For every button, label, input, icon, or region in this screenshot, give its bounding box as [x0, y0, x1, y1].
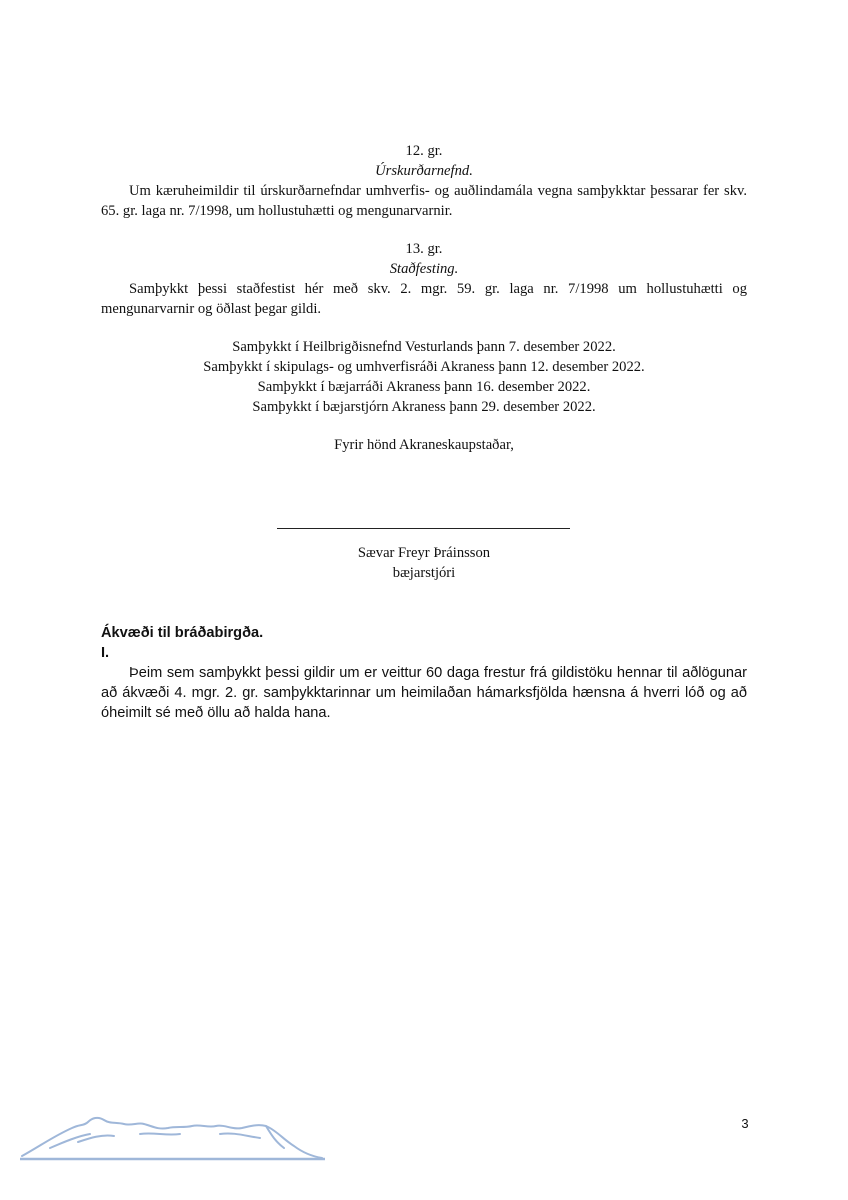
article-12: [101, 141, 747, 221]
article-13-number: 13. gr.: [405, 241, 443, 257]
article-12-number: 12. gr.: [405, 143, 443, 159]
signatory-name: Sævar Freyr Þráinsson: [357, 545, 491, 561]
on-behalf-line: Fyrir hönd Akraneskaupstaðar,: [334, 437, 514, 453]
approvals-list: [101, 337, 747, 417]
transitional-heading: Ákvæði til bráðabirgða.: [101, 625, 264, 641]
article-12-title: Úrskurðarnefnd.: [375, 163, 473, 179]
article-12-text: Um kæruheimildir til úrskurðarnefndar umhverfis- og auðlindamála vegna samþykktar þessarar fer skv. 65. gr. laga nr. 7/1998, um hollustuhætti og mengunarvarnir.: [101, 183, 747, 219]
page-number: 3: [741, 1116, 749, 1131]
signature-line: [277, 528, 570, 529]
transitional-roman: I.: [101, 645, 110, 661]
transitional-text: Þeim sem samþykkt þessi gildir um er veittur 60 daga frestur frá gildistöku hennar til aðlögunar að ákvæði 4. mgr. 2. gr. samþykktarinnar um heimilaðan hámarksfjölda hænsna á hverri lóð og að óheimilt sé með öllu að halda hana.: [101, 665, 747, 721]
article-13-title: Staðfesting.: [389, 261, 459, 277]
article-13: [101, 239, 747, 319]
approval-line: Samþykkt í bæjarráði Akraness þann 16. desember 2022.: [257, 379, 591, 395]
approval-line: Samþykkt í skipulags- og umhverfisráði Akraness þann 12. desember 2022.: [203, 359, 645, 375]
approval-line: Samþykkt í bæjarstjórn Akraness þann 29. desember 2022.: [252, 399, 596, 415]
signatory-role: bæjarstjóri: [392, 565, 456, 581]
article-13-text: Samþykkt þessi staðfestist hér með skv. 2. mgr. 59. gr. laga nr. 7/1998 um hollustuhætti og mengunarvarnir og öðlast þegar gildi.: [101, 281, 747, 317]
akranes-mountain-logo: [20, 1112, 325, 1164]
approval-line: Samþykkt í Heilbrigðisnefnd Vesturlands þann 7. desember 2022.: [232, 339, 616, 355]
transitional-provisions: [101, 623, 747, 723]
signatory: [101, 543, 747, 583]
